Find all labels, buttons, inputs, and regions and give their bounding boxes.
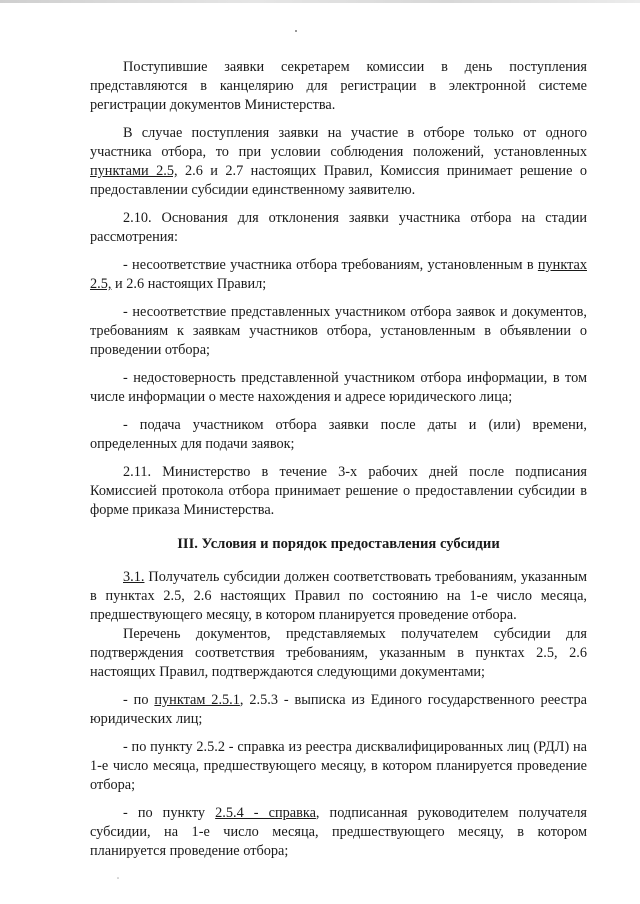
paragraph-text: Перечень документов, представляемых получателем субсидии для подтверждения соответствия требованиям, указанным в пунктах 2.5, 2.6 настоящих Правил, подтверждаются следующими документами; xyxy=(90,626,587,680)
paragraph-text: и 2.6 настоящих Правил; xyxy=(111,276,267,292)
paragraph-text: - несоответствие представленных участником отбора заявок и документов, требованиям к заявкам участников отбора, установленным в объявлении о проведении отбора; xyxy=(90,304,587,358)
paragraph xyxy=(90,568,587,625)
paragraph-text: - подача участником отбора заявки после даты и (или) времени, определенных для подачи заявок; xyxy=(90,417,587,452)
underlined-reference: пунктам 2.5.1 xyxy=(154,692,240,708)
paragraph xyxy=(90,463,587,520)
underlined-reference: пунктах 2.5, xyxy=(90,257,587,292)
paragraph xyxy=(90,209,587,247)
scan-top-edge xyxy=(0,0,640,3)
paragraph-text: - несоответствие участника отбора требованиям, установленным в xyxy=(123,257,538,273)
paragraph-text: 2.11. Министерство в течение 3-х рабочих дней после подписания Комиссией протокола отбора принимает решение о предоставлении субсидии в форме приказа Министерства. xyxy=(90,464,587,518)
paragraph xyxy=(90,625,587,682)
paragraph-text: - по xyxy=(123,692,155,708)
paragraph xyxy=(90,416,587,454)
paragraph-text: 2.10. Основания для отклонения заявки участника отбора на стадии рассмотрения: xyxy=(90,210,587,245)
paragraph xyxy=(90,124,587,200)
document-page xyxy=(90,58,587,870)
section-heading: III. Условия и порядок предоставления субсидии xyxy=(177,536,500,552)
paragraph-text: В случае поступления заявки на участие в отборе только от одного участника отбора, то при условии соблюдения положений, установленных xyxy=(90,125,587,160)
paragraph xyxy=(90,804,587,861)
paragraph-text: , подписанная руководителем получателя субсидии, на 1-е число месяца, предшествующего месяцу, в котором планируется проведение отбора; xyxy=(90,805,587,859)
paragraphs-bottom xyxy=(90,568,587,861)
paragraph-text: , 2.5.3 - выписка из Единого государственного реестра юридических лиц; xyxy=(90,692,587,727)
paragraph-text: 2.6 и 2.7 настоящих Правил, Комиссия принимает решение о предоставлении субсидии единственному заявителю. xyxy=(90,163,587,198)
paragraph xyxy=(90,738,587,795)
paragraph xyxy=(90,691,587,729)
paragraph-text: - по пункту 2.5.2 - справка из реестра дисквалифицированных лиц (РДЛ) на 1-е число месяца, предшествующего месяцу, в котором планируется проведение отбора; xyxy=(90,739,587,793)
paragraph xyxy=(90,58,587,115)
paragraph-text: Поступившие заявки секретарем комиссии в день поступления представляются в канцелярию для регистрации в электронной системе регистрации документов Министерства. xyxy=(90,59,587,113)
underlined-reference: 2.5.4 - справка xyxy=(215,805,316,821)
paragraph-text: - недостоверность представленной участником отбора информации, в том числе информации о месте нахождения и адресе юридического лица; xyxy=(90,370,587,405)
paragraph-text: - по пункту xyxy=(123,805,216,821)
paragraph xyxy=(90,256,587,294)
underlined-reference: 3.1. xyxy=(123,569,145,585)
paragraphs-top xyxy=(90,58,587,520)
paragraph xyxy=(90,303,587,360)
underlined-reference: пунктами 2.5, xyxy=(90,163,178,179)
paragraph xyxy=(90,369,587,407)
paragraph-text: Получатель субсидии должен соответствовать требованиям, указанным в пунктах 2.5, 2.6 настоящих Правил по состоянию на 1-е число месяца, предшествующего месяцу, в котором планируется проведение отбора. xyxy=(90,569,587,623)
